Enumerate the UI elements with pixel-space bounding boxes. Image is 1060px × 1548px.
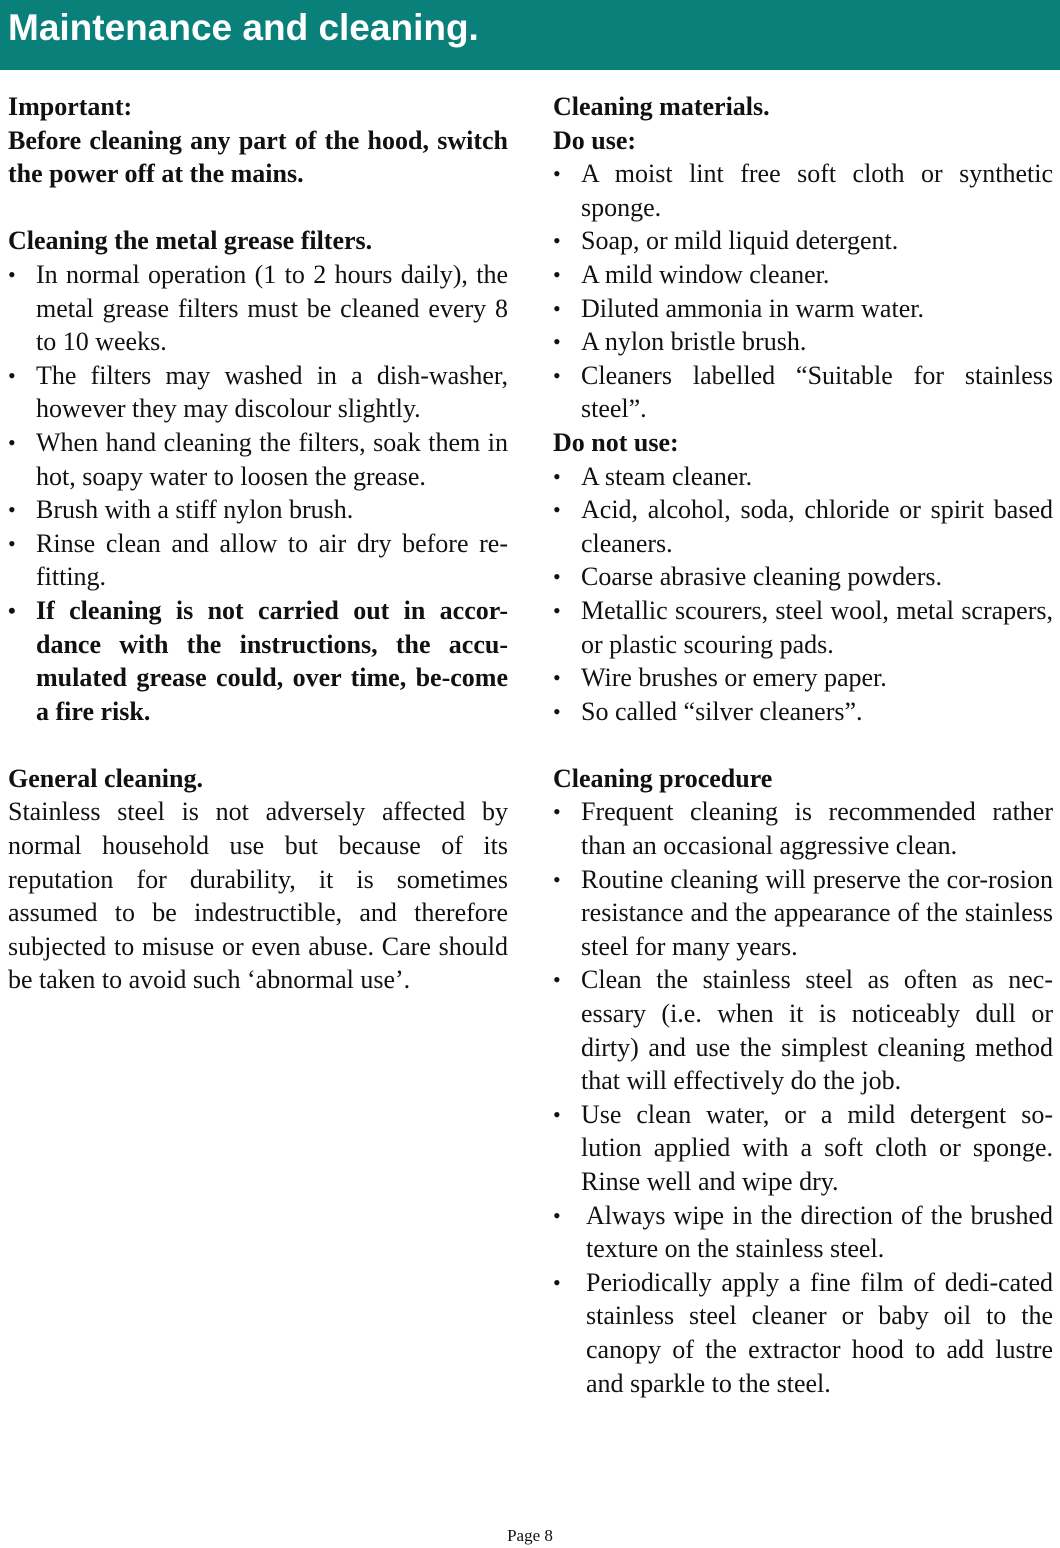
- bullet-icon: •: [8, 362, 16, 388]
- materials-heading: Cleaning materials.: [553, 92, 770, 121]
- bullet-icon: •: [553, 564, 561, 590]
- page-header-banner: [0, 0, 1060, 70]
- list-item: • Coarse abrasive cleaning powders.: [553, 560, 1053, 594]
- bullet-icon: •: [553, 665, 561, 691]
- list-item: • A steam cleaner.: [553, 460, 1053, 494]
- bullet-icon: •: [553, 228, 561, 254]
- list-item: • Frequent cleaning is recommended rather than an occasional aggressive clean.: [553, 797, 1053, 861]
- right-column: [553, 90, 1053, 1400]
- list-item: • Soap, or mild liquid detergent.: [553, 224, 1053, 258]
- bullet-icon: •: [8, 497, 16, 523]
- bullet-icon: •: [553, 329, 561, 355]
- list-item: • Use clean water, or a mild detergent so-lution applied with a soft cloth or sponge. Rinse well and wipe dry.: [553, 1099, 1053, 1196]
- list-item: • A moist lint free soft cloth or synthetic sponge.: [553, 159, 1053, 222]
- bullet-icon: •: [553, 295, 561, 321]
- bullet-icon: •: [553, 362, 561, 388]
- do-use-heading: Do use:: [553, 125, 637, 155]
- important-heading: Important:: [8, 92, 133, 121]
- list-item: • In normal operation (1 to 2 hours daily), the metal grease filters must be cleaned every 8 to 10 weeks.: [8, 259, 508, 357]
- bullet-icon: •: [553, 799, 561, 825]
- bullet-icon: •: [553, 1202, 561, 1228]
- list-item: • Brush with a stiff nylon brush.: [8, 493, 508, 527]
- list-item: • Acid, alcohol, soda, chloride or spirit based cleaners.: [553, 495, 1053, 558]
- list-item: • When hand cleaning the filters, soak them in hot, soapy water to loosen the grease.: [8, 427, 508, 491]
- list-item: • Metallic scourers, steel wool, metal scrapers, or plastic scouring pads.: [553, 595, 1053, 659]
- bullet-icon: •: [553, 1101, 561, 1127]
- do-not-use-list: [553, 460, 1053, 729]
- list-item: • Diluted ammonia in warm water.: [553, 292, 1053, 326]
- list-item: • Wire brushes or emery paper.: [553, 661, 1053, 695]
- list-item: • Periodically apply a fine film of dedi-cated stainless steel cleaner or baby oil to the canopy of the extractor hood to add lustre and sparkle to the steel.: [553, 1267, 1053, 1398]
- bullet-icon: •: [8, 530, 16, 556]
- bullet-icon: •: [8, 261, 16, 287]
- filters-heading: Cleaning the metal grease filters.: [8, 226, 373, 256]
- bullet-icon: •: [8, 597, 16, 623]
- list-item: • A nylon bristle brush.: [553, 325, 1053, 359]
- list-item: • Routine cleaning will preserve the cor-rosion resistance and the appearance of the stainless steel for many years.: [553, 864, 1053, 961]
- list-item: • The filters may washed in a dish-washer, however they may discolour slightly.: [8, 360, 508, 424]
- do-use-list: [553, 157, 1053, 426]
- list-item: • Clean the stainless steel as often as nec-essary (i.e. when it is noticeably dull or dirty) and use the simplest cleaning method that will effectively do the job.: [553, 965, 1053, 1096]
- fire-risk-warning: • If cleaning is not carried out in accor-dance with the instructions, the accu-mulated grease could, over time, be-come a fire risk.: [8, 595, 508, 726]
- bullet-icon: •: [553, 161, 561, 187]
- list-item: • Cleaners labelled “Suitable for stainless steel”.: [553, 360, 1053, 424]
- important-text: Before cleaning any part of the hood, switch the power off at the mains.: [8, 125, 508, 189]
- left-column: [8, 90, 508, 997]
- page-number: Page 8: [507, 1526, 553, 1545]
- list-item: • Always wipe in the direction of the brushed texture on the stainless steel.: [553, 1200, 1053, 1264]
- filters-list: [8, 258, 508, 728]
- bullet-icon: •: [8, 429, 16, 455]
- page-title: Maintenance and cleaning.: [8, 7, 479, 48]
- list-item: • So called “silver cleaners”.: [553, 695, 1053, 729]
- list-item: • A mild window cleaner.: [553, 258, 1053, 292]
- do-not-use-heading: Do not use:: [553, 427, 679, 457]
- bullet-icon: •: [553, 463, 561, 489]
- procedure-list: [553, 795, 1053, 1198]
- bullet-icon: •: [553, 967, 561, 993]
- bullet-icon: •: [553, 1269, 561, 1295]
- bullet-icon: •: [553, 261, 561, 287]
- procedure-heading: Cleaning procedure: [553, 763, 773, 793]
- bullet-icon: •: [553, 497, 561, 523]
- bullet-icon: •: [553, 698, 561, 724]
- general-cleaning-heading: General cleaning.: [8, 763, 203, 793]
- general-cleaning-text: Stainless steel is not adversely affected by normal household use but because of its reputation for durability, it is sometimes assumed to be indestructible, and therefore subjected to misuse or even abuse. Care should be taken to avoid such ‘abnormal use’.: [8, 797, 508, 995]
- bullet-icon: •: [553, 597, 561, 623]
- bullet-icon: •: [553, 866, 561, 892]
- list-item: • Rinse clean and allow to air dry before re-fitting.: [8, 528, 508, 592]
- procedure-list-continued: [553, 1199, 1053, 1401]
